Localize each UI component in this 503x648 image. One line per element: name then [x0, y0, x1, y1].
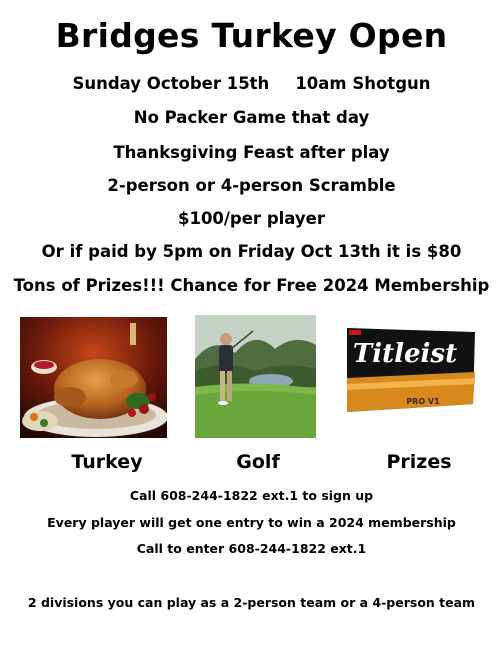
golfer-photo [195, 315, 316, 438]
ball-box-model: PRO V1 [406, 397, 440, 406]
info-line-3: 2-person or 4-person Scramble [107, 176, 396, 195]
event-date: Sunday October 15th [72, 74, 270, 93]
info-line-2: Thanksgiving Feast after play [113, 143, 390, 162]
photo-caption-prizes: Prizes [386, 451, 452, 473]
signup-line: Call 608-244-1822 ext.1 to sign up [129, 488, 374, 503]
photo-caption-turkey: Turkey [71, 451, 143, 473]
shotgun-time: 10am Shotgun [295, 74, 431, 93]
golf-ball-box-photo [343, 322, 478, 417]
event-date-line [0, 74, 503, 93]
page-title: Bridges Turkey Open [55, 16, 448, 55]
info-line-1: No Packer Game that day [133, 108, 370, 127]
early-price-line: Or if paid by 5pm on Friday Oct 13th it is $80 [41, 242, 462, 261]
photo-caption-golf: Golf [236, 451, 280, 473]
divisions-line: 2 divisions you can play as a 2-person team or a 4-person team [27, 595, 476, 610]
membership-entry-line: Every player will get one entry to win a 2024 membership [47, 515, 456, 530]
call-to-enter-line: Call to enter 608-244-1822 ext.1 [136, 541, 367, 556]
price-line: $100/per player [177, 209, 325, 228]
roast-turkey-photo [20, 317, 167, 438]
prizes-line: Tons of Prizes!!! Chance for Free 2024 Membership [13, 276, 490, 295]
ball-box-brand: Titleist [352, 339, 458, 369]
